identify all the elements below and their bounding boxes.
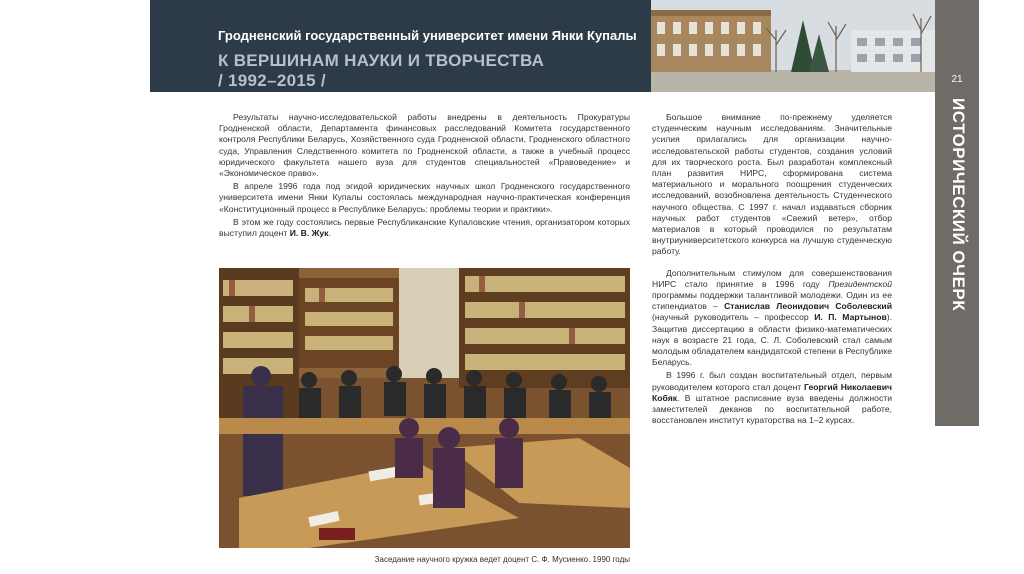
text-span: ). Защитив диссертацию в области физико-математических наук в возрасте 21 года, С. Л. Соболевский стал самым молодым обладателем кандидатской степени в Республике Беларусь. [652,312,893,368]
section-title-vertical [935,98,979,420]
university-building-photo [651,0,935,92]
text-span: . [328,228,331,239]
person-name: И. В. Жук [289,228,329,239]
text-span: Дополнительным стимулом для совершенствования НИРС стало принятие в 1996 году [652,267,892,289]
page-number: 21 [951,74,963,85]
university-name: Гродненский государственный университет имени Янки Купалы [218,28,637,43]
right-text-column [652,112,892,428]
book-title-line2: / 1992–2015 / [218,71,326,90]
paragraph [219,217,630,239]
book-title-line1: К ВЕРШИНАМ НАУКИ И ТВОРЧЕСТВА [218,51,545,70]
italic-text: Президентской [828,278,893,289]
text-span: В этом же году состоялись первые Республиканские Купаловские чтения, организатором которых выступил доцент [219,216,630,239]
section-side-strip [935,0,979,426]
text-span: В 1996 г. был создан воспитательный отдел, первым руководителем которого стал доцент [652,370,892,392]
paragraph: Результаты научно-исследовательской работы внедрены в деятельность Прокуратуры Гродненской области, Департамента финансовых расследований Комитета государственного контроля Республики Беларусь, Хозяйственного суда Гродненской области, Гродненского областного суда, Управления Следственного комитета по Гродненской области, а также в учебный процесс юридического факультета нашего вуза для студентов специальностей «Правоведение» и «Экономическое право». [219,112,630,179]
paragraph [652,268,892,369]
section-title: ИСТОРИЧЕСКИЙ ОЧЕРК [949,98,968,312]
person-name: И. П. Мартынов [814,312,887,323]
text-span: . В штатное расписание вуза введены должности заместителей деканов по воспитательной работе, восстановлен институт кураторства на 1–2 курсах. [652,392,892,426]
paragraph [652,370,892,426]
photo-caption: Заседание научного кружка ведет доцент С. Ф. Мусиенко. 1990 годы [374,555,630,564]
text-span: (научный руководитель – профессор [652,312,809,323]
text-span: программы поддержки талантливой молодежи. Один из ее стипендиатов – [652,290,892,312]
paragraph: Большое внимание по-прежнему уделяется студенческим научным исследованиям. Значительные усилия прилагались для организации научно-исследовательской работы студентов, создания условий для их творческого роста. Был разработан комплексный план развития НИРС, сформирована система материального и морального поощрения студенческих исследований, возобновлена деятельность Студенческого научного общества. С 1997 г. начал издаваться сборник научных работ студентов «Свежий ветер», отбор материалов в который проводился по результатам внутриуниверситетского конкурса на лучшую студенческую работу. [652,112,892,257]
person-name: Станислав Леонидович Соболевский [724,301,892,312]
header-banner [150,0,651,92]
seminar-classroom-photo [219,268,630,548]
person-name: Георгий Николаевич Кобяк [652,381,892,403]
book-title [218,51,544,91]
left-text-column [219,112,630,241]
paragraph: В апреле 1996 года под эгидой юридических научных школ Гродненского государственного университета имени Янки Купалы состоялась международная научно-практическая конференция «Конституционный процесс в Республике Беларусь: проблемы теории и практики». [219,181,630,214]
